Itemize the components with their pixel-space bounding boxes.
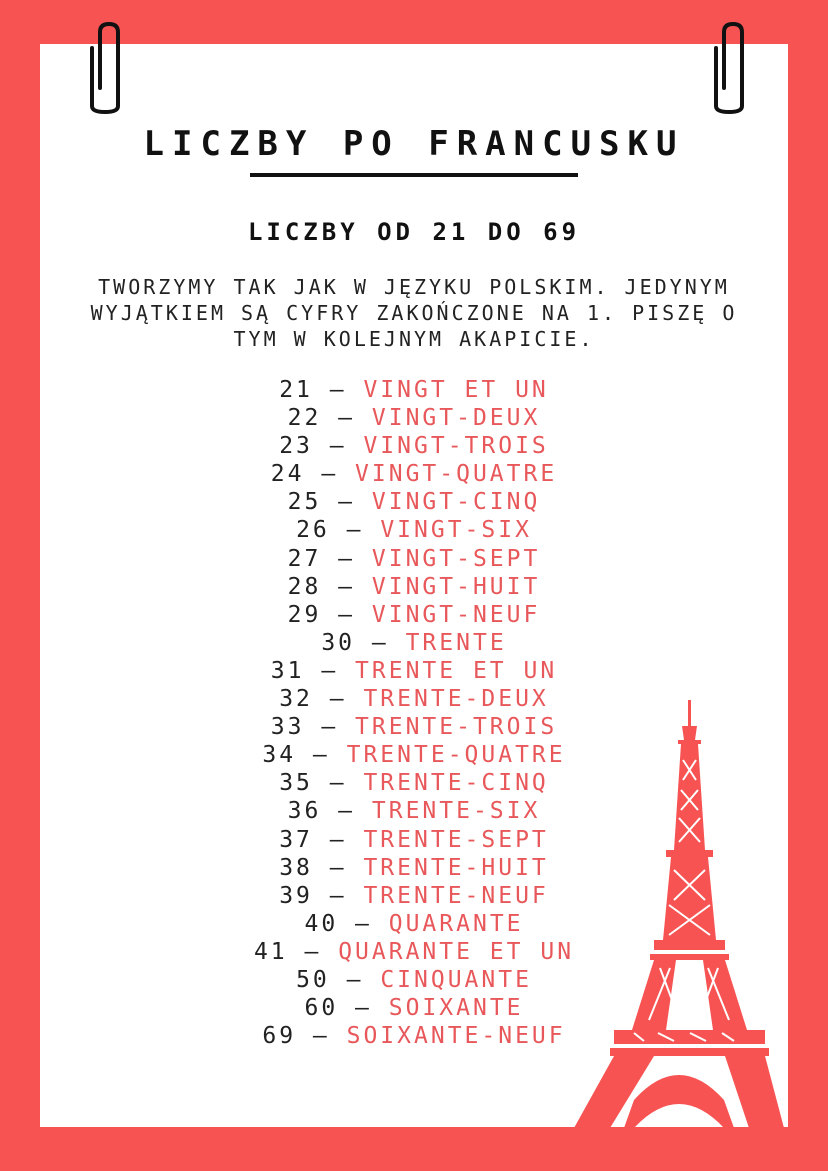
page-title: LICZBY PO FRANCUSKU bbox=[143, 124, 685, 164]
separator-dash: – bbox=[304, 657, 356, 684]
number-digits: 36 bbox=[287, 798, 322, 825]
separator-dash: – bbox=[312, 433, 364, 460]
number-word-french: TRENTE-NEUF bbox=[363, 882, 549, 909]
number-row bbox=[0, 573, 828, 601]
section-subtitle: LICZBY OD 21 DO 69 bbox=[247, 218, 581, 246]
number-digits: 69 bbox=[262, 1023, 297, 1050]
number-word-french: VINGT-DEUX bbox=[371, 405, 541, 432]
number-word-french: VINGT-SEPT bbox=[371, 545, 541, 572]
number-word-french: CINQUANTE bbox=[380, 966, 532, 993]
separator-dash: – bbox=[312, 826, 364, 853]
number-digits: 32 bbox=[279, 686, 313, 713]
number-word-french: SOIXANTE-NEUF bbox=[346, 1023, 566, 1050]
separator-dash: – bbox=[312, 686, 364, 713]
number-word-french: TRENTE-HUIT bbox=[363, 854, 549, 881]
intro-line: TYM W KOLEJNYM AKAPICIE. bbox=[233, 327, 595, 351]
number-digits: 23 bbox=[279, 433, 313, 460]
number-digits: 38 bbox=[279, 854, 313, 881]
separator-dash: – bbox=[329, 966, 381, 993]
separator-dash: – bbox=[321, 545, 372, 572]
number-row bbox=[0, 516, 828, 544]
intro-paragraph bbox=[50, 274, 778, 352]
separator-dash: – bbox=[304, 461, 356, 488]
number-row bbox=[0, 376, 828, 404]
number-word-french: TRENTE-DEUX bbox=[363, 686, 549, 713]
number-word-french: TRENTE-TROIS bbox=[355, 714, 558, 741]
number-row bbox=[0, 460, 828, 488]
separator-dash: – bbox=[321, 601, 372, 628]
number-word-french: VINGT ET UN bbox=[363, 377, 549, 403]
title-underline bbox=[250, 173, 578, 177]
separator-dash: – bbox=[321, 489, 372, 516]
number-word-french: TRENTE ET UN bbox=[355, 657, 558, 684]
number-digits: 25 bbox=[287, 489, 322, 516]
separator-dash: – bbox=[304, 714, 356, 741]
separator-dash: – bbox=[329, 517, 381, 544]
separator-dash: – bbox=[321, 405, 372, 432]
number-word-french: VINGT-CINQ bbox=[371, 489, 541, 516]
separator-dash: – bbox=[312, 882, 364, 909]
number-digits: 41 bbox=[253, 938, 288, 965]
number-row bbox=[0, 629, 828, 657]
number-word-french: TRENTE-SEPT bbox=[363, 826, 549, 853]
number-row bbox=[0, 657, 828, 685]
number-digits: 37 bbox=[279, 826, 313, 853]
separator-dash: – bbox=[338, 995, 389, 1022]
separator-dash: – bbox=[296, 742, 347, 769]
number-row bbox=[0, 432, 828, 460]
number-digits: 34 bbox=[262, 742, 297, 769]
separator-dash: – bbox=[287, 938, 339, 965]
number-word-french: TRENTE-QUATRE bbox=[346, 742, 566, 769]
number-word-french: VINGT-SIX bbox=[380, 517, 532, 544]
number-digits: 30 bbox=[321, 629, 356, 656]
number-digits: 28 bbox=[287, 573, 322, 600]
number-row bbox=[0, 404, 828, 432]
number-digits: 40 bbox=[304, 910, 339, 937]
intro-line: TWORZYMY TAK JAK W JĘZYKU POLSKIM. JEDYNYM bbox=[98, 275, 730, 299]
number-digits: 26 bbox=[296, 517, 330, 544]
separator-dash: – bbox=[355, 629, 406, 656]
number-digits: 33 bbox=[270, 714, 305, 741]
number-word-french: SOIXANTE bbox=[388, 995, 524, 1022]
eiffel-tower-icon bbox=[574, 700, 784, 1128]
paperclip-icon bbox=[704, 18, 754, 118]
separator-dash: – bbox=[338, 910, 389, 937]
number-word-french: VINGT-TROIS bbox=[363, 433, 549, 460]
number-row bbox=[0, 601, 828, 629]
number-word-french: QUARANTE bbox=[388, 910, 524, 937]
separator-dash: – bbox=[321, 573, 372, 600]
number-word-french: VINGT-NEUF bbox=[371, 601, 541, 628]
separator-dash: – bbox=[312, 770, 364, 797]
number-digits: 60 bbox=[304, 995, 339, 1022]
separator-dash: – bbox=[321, 798, 372, 825]
number-row bbox=[0, 545, 828, 573]
number-digits: 27 bbox=[287, 545, 322, 572]
number-word-french: QUARANTE ET UN bbox=[338, 938, 575, 965]
number-digits: 31 bbox=[270, 657, 305, 684]
number-row bbox=[0, 488, 828, 516]
number-word-french: VINGT-QUATRE bbox=[355, 461, 558, 488]
separator-dash: – bbox=[312, 377, 364, 403]
intro-line: WYJĄTKIEM SĄ CYFRY ZAKOŃCZONE NA 1. PISZĘ O bbox=[90, 301, 738, 325]
number-digits: 21 bbox=[279, 377, 313, 403]
number-digits: 35 bbox=[279, 770, 313, 797]
number-word-french: VINGT-HUIT bbox=[371, 573, 541, 600]
number-digits: 39 bbox=[279, 882, 313, 909]
number-digits: 22 bbox=[287, 405, 322, 432]
number-word-french: TRENTE-SIX bbox=[371, 798, 541, 825]
number-word-french: TRENTE bbox=[405, 629, 507, 656]
separator-dash: – bbox=[312, 854, 364, 881]
number-word-french: TRENTE-CINQ bbox=[363, 770, 549, 797]
paperclip-icon bbox=[80, 18, 130, 118]
number-digits: 50 bbox=[296, 966, 330, 993]
separator-dash: – bbox=[296, 1023, 347, 1050]
number-digits: 24 bbox=[270, 461, 305, 488]
number-digits: 29 bbox=[287, 601, 322, 628]
